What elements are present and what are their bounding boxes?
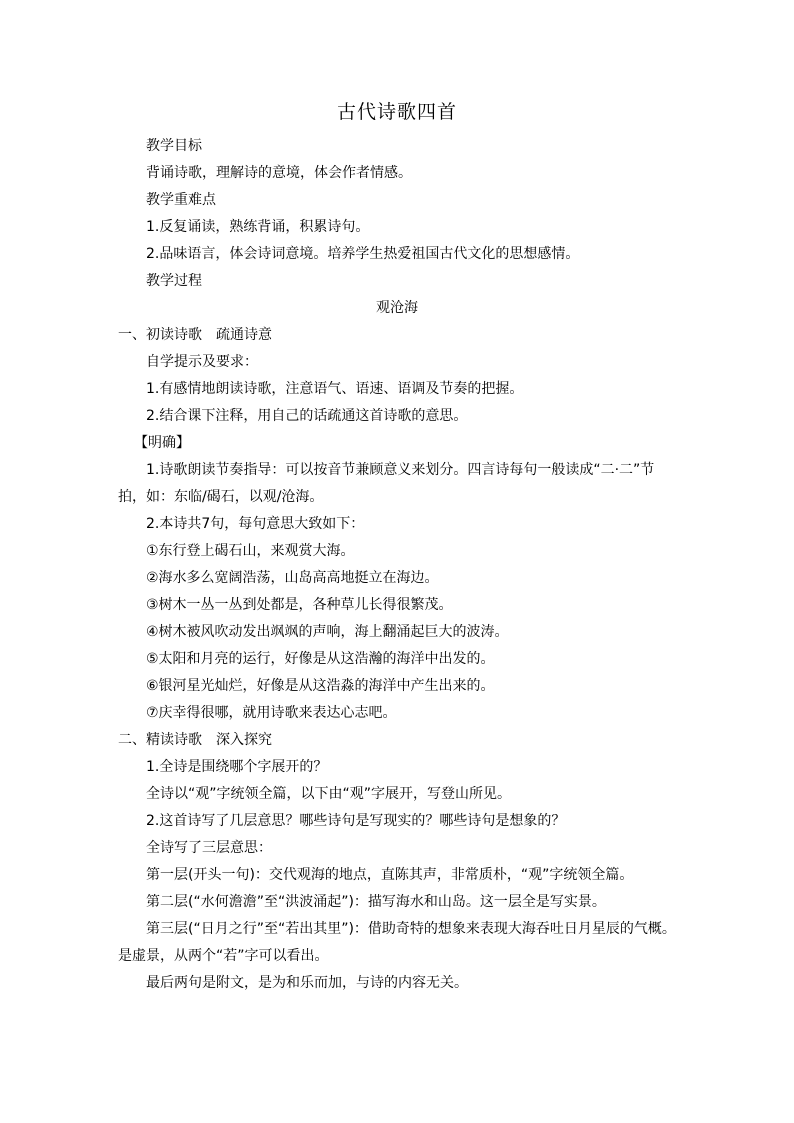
list-item: ⑦庆幸得很哪，就用诗歌来表达心志吧。 xyxy=(146,705,397,721)
answer: 第二层(“水何澹澹”至“洪波涌起”)：描写海水和山岛。这一层全是写实景。 xyxy=(146,894,606,910)
poem-title: 观沧海 xyxy=(376,300,418,316)
list-item: ②海水多么宽阔浩荡，山岛高高地挺立在海边。 xyxy=(146,570,439,586)
list-item: ①东行登上碣石山，来观赏大海。 xyxy=(146,543,355,559)
list-item: ④树木被风吹动发出飒飒的声响，海上翻涌起巨大的波涛。 xyxy=(146,624,509,640)
answer: 全诗以“观”字统领全篇，以下由“观”字展开，写登山所见。 xyxy=(146,786,512,802)
question: 2.这首诗写了几层意思？哪些诗句是写现实的？哪些诗句是想象的？ xyxy=(146,813,566,829)
paragraph: 自学提示及要求： xyxy=(146,354,258,370)
list-item: ③树木一丛一丛到处都是，各种草儿长得很繁茂。 xyxy=(146,597,453,613)
paragraph: 最后两句是附文，是为和乐而加，与诗的内容无关。 xyxy=(146,975,468,991)
answer: 第三层(“日月之行”至“若出其里”)：借助奇特的想象来表现大海吞吐日月星辰的气概。是虚景，从两个“若”字可以看出。 xyxy=(118,921,676,964)
list-item: 2.结合课下注释，用自己的话疏通这首诗歌的意思。 xyxy=(146,408,468,424)
section-heading-first-reading: 一、初读诗歌 疏通诗意 xyxy=(118,327,272,343)
list-item: 1.反复诵读，熟练背诵，积累诗句。 xyxy=(146,219,370,235)
section-heading-key-points: 教学重难点 xyxy=(146,192,216,208)
list-item: 1.有感情地朗读诗歌，注意语气、语速、语调及节奏的把握。 xyxy=(146,381,524,397)
document-body xyxy=(118,97,676,997)
question: 1.全诗是围绕哪个字展开的？ xyxy=(146,759,328,775)
section-heading-teaching-goals: 教学目标 xyxy=(146,138,202,154)
section-heading-close-reading: 二、精读诗歌 深入探究 xyxy=(118,732,272,748)
paragraph: 背诵诗歌，理解诗的意境，体会作者情感。 xyxy=(146,165,412,181)
list-item: 2.品味语言，体会诗词意境。培养学生热爱祖国古代文化的思想感情。 xyxy=(146,246,580,262)
document-title: 古代诗歌四首 xyxy=(336,101,457,123)
list-item: ⑥银河星光灿烂，好像是从这浩淼的海洋中产生出来的。 xyxy=(146,678,495,694)
answer: 全诗写了三层意思： xyxy=(146,840,272,856)
section-heading-teaching-process: 教学过程 xyxy=(146,273,202,289)
list-item: 2.本诗共7句，每句意思大致如下： xyxy=(146,516,365,532)
list-item: 1.诗歌朗读节奏指导：可以按音节兼顾意义来划分。四言诗每句一般读成“二·二”节拍，如：东临/碣石，以观/沧海。 xyxy=(118,462,655,505)
answer: 第一层(开头一句)：交代观海的地点，直陈其声，非常质朴，“观”字统领全篇。 xyxy=(146,867,634,883)
clarification-heading: 【明确】 xyxy=(134,435,190,451)
list-item: ⑤太阳和月亮的运行，好像是从这浩瀚的海洋中出发的。 xyxy=(146,651,495,667)
